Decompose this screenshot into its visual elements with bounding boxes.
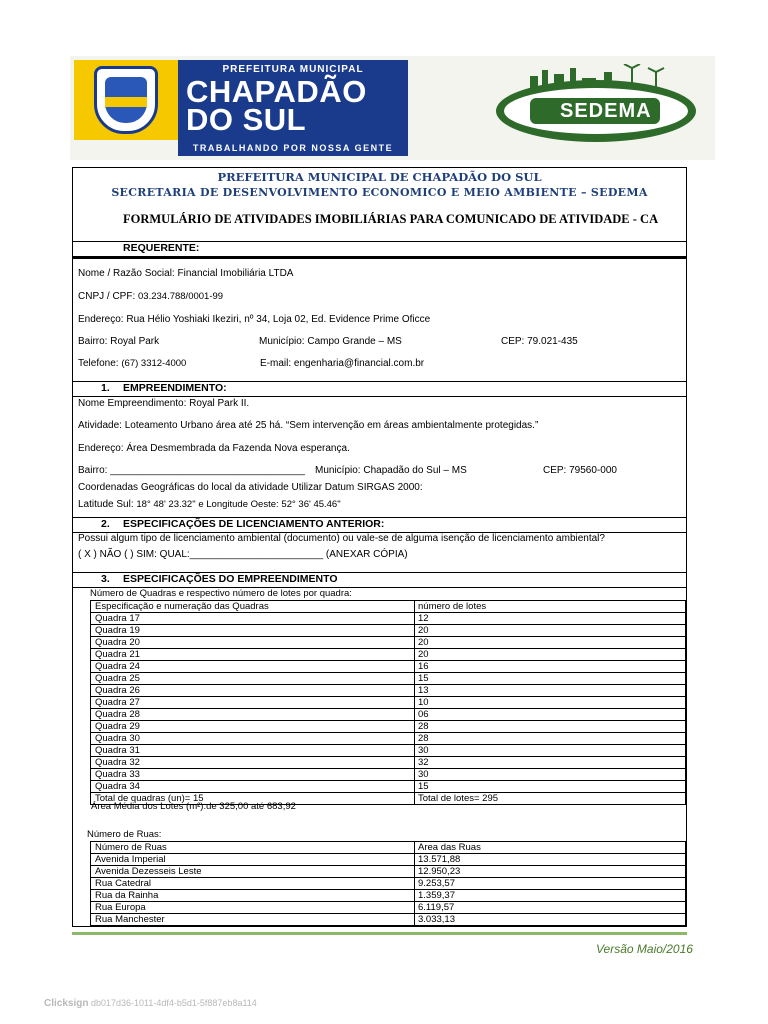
- table-cell: 20: [415, 625, 686, 637]
- section-requerente: [73, 241, 686, 257]
- table-cell: 30: [415, 745, 686, 757]
- area-media-lotes: Área Média dos Lotes (m²):de 325,00 até 683,92: [91, 801, 296, 812]
- table-cell: 12.950,23: [415, 866, 686, 878]
- table-cell: Quadra 26: [91, 685, 415, 697]
- logo-city-line2: DO SUL: [186, 102, 307, 137]
- empreendimento-nome: Nome Empreendimento: Royal Park II.: [78, 398, 250, 409]
- form-title: FORMULÁRIO DE ATIVIDADES IMOBILIÁRIAS PARA COMUNICADO DE ATIVIDADE - CA: [123, 212, 659, 226]
- table-cell: número de lotes: [415, 601, 686, 613]
- cnpj-value: 03.234.788/0001-99: [138, 291, 224, 302]
- table-cell: Quadra 24: [91, 661, 415, 673]
- logo-tagline: TRABALHANDO POR NOSSA GENTE: [178, 140, 408, 156]
- table-cell: 13.571,88: [415, 854, 686, 866]
- empreendimento-endereco: Endereço: Área Desmembrada da Fazenda Nova esperança.: [78, 443, 350, 454]
- requerente-cnpj: CNPJ / CPF: 03.234.788/0001-99: [78, 291, 224, 302]
- requerente-telefone: Telefone: (67) 3312-4000: [78, 358, 187, 369]
- table-row: [91, 613, 686, 625]
- table-row: [91, 890, 686, 902]
- table-cell: 6.119,57: [415, 902, 686, 914]
- table-cell: 28: [415, 733, 686, 745]
- table-cell: Quadra 32: [91, 757, 415, 769]
- table-row: [91, 781, 686, 793]
- table-cell: Quadra 33: [91, 769, 415, 781]
- version-label: Versão Maio/2016: [596, 942, 693, 956]
- table-cell: Rua Catedral: [91, 878, 415, 890]
- table-row: [91, 721, 686, 733]
- table-row: [91, 902, 686, 914]
- clicksign-brand: Clicksign: [44, 998, 89, 1009]
- table-cell: 15: [415, 781, 686, 793]
- table-row: [91, 601, 686, 613]
- ruas-table: [90, 841, 686, 926]
- logo-city-line1: CHAPADÃO: [186, 74, 367, 109]
- requerente-endereco: Endereço: Rua Hélio Yoshiaki Ikeziri, nº 34, Loja 02, Ed. Evidence Prime Oficce: [78, 314, 431, 325]
- table-row: [91, 625, 686, 637]
- table-cell: Area das Ruas: [415, 842, 686, 854]
- table-cell: Quadra 25: [91, 673, 415, 685]
- requerente-cep: CEP: 79.021-435: [501, 336, 578, 347]
- table-cell: Quadra 30: [91, 733, 415, 745]
- section-especificacoes: 3. ESPECIFICAÇÕES DO EMPREENDIMENTO: [73, 572, 686, 588]
- table-row: [91, 649, 686, 661]
- requerente-email: E-mail: engenharia@financial.com.br: [260, 358, 425, 369]
- table-row: [91, 769, 686, 781]
- table-cell: 06: [415, 709, 686, 721]
- table-cell: 20: [415, 649, 686, 661]
- table-cell: 12: [415, 613, 686, 625]
- table-cell: Avenida Dezesseis Leste: [91, 866, 415, 878]
- licenciamento-resposta: ( X ) NÃO ( ) SIM: QUAL:________________________ (ANEXAR CÓPIA): [78, 549, 408, 560]
- empreendimento-bairro: Bairro: ___________________________________: [78, 465, 305, 476]
- table-row: [91, 914, 686, 926]
- empreendimento-coordenadas: Coordenadas Geográficas do local da atividade Utilizar Datum SIRGAS 2000:: [78, 482, 423, 493]
- table-row: [91, 745, 686, 757]
- latitude-value: 18° 48' 23.32": [136, 499, 196, 510]
- city-crest-icon: [94, 66, 158, 134]
- sedema-logo-text: SEDEMA: [560, 100, 652, 122]
- table-row: [91, 842, 686, 854]
- table-cell: Rua da Rainha: [91, 890, 415, 902]
- table-cell: 1.359,37: [415, 890, 686, 902]
- table-cell: Quadra 27: [91, 697, 415, 709]
- clicksign-watermark: [44, 998, 257, 1009]
- table-cell: Quadra 21: [91, 649, 415, 661]
- header-banner: [70, 56, 715, 160]
- table-cell: Avenida Imperial: [91, 854, 415, 866]
- table-cell: 32: [415, 757, 686, 769]
- requerente-bairro: Bairro: Royal Park: [78, 336, 160, 347]
- requerente-municipio: Município: Campo Grande – MS: [259, 336, 402, 347]
- table-row: [91, 866, 686, 878]
- requerente-nome: Nome / Razão Social: Financial Imobiliária LTDA: [78, 268, 294, 279]
- prefeitura-logo: [74, 60, 408, 156]
- logo-yellow-panel: [74, 60, 178, 140]
- table-cell: 3.033,13: [415, 914, 686, 926]
- clicksign-id: db017d36-1011-4df4-b5d1-5f887eb8a114: [90, 998, 257, 1008]
- logo-top-text: PREFEITURA MUNICIPAL: [222, 64, 364, 75]
- table-row: [91, 733, 686, 745]
- quadras-intro: Número de Quadras e respectivo número de lotes por quadra:: [90, 588, 352, 599]
- table-row: [91, 685, 686, 697]
- ruas-intro: Número de Ruas:: [87, 829, 162, 840]
- table-cell: 10: [415, 697, 686, 709]
- sedema-logo: [490, 58, 705, 156]
- table-row: [91, 878, 686, 890]
- form-header-prefeitura: PREFEITURA MUNICIPAL DE CHAPADÃO DO SUL: [217, 170, 542, 184]
- footer-divider: [72, 932, 687, 935]
- table-cell: Rua Europa: [91, 902, 415, 914]
- table-row: [91, 854, 686, 866]
- table-cell: Rua Manchester: [91, 914, 415, 926]
- table-cell: Quadra 31: [91, 745, 415, 757]
- table-cell: Quadra 20: [91, 637, 415, 649]
- table-cell: Número de Ruas: [91, 842, 415, 854]
- table-cell: 15: [415, 673, 686, 685]
- empreendimento-municipio: Município: Chapadão do Sul – MS: [315, 465, 467, 476]
- table-cell: Quadra 17: [91, 613, 415, 625]
- table-cell: Quadra 34: [91, 781, 415, 793]
- table-cell: Especificação e numeração das Quadras: [91, 601, 415, 613]
- licenciamento-pergunta: Possui algum tipo de licenciamento ambiental (documento) ou vale-se de alguma isenção de licenciamento ambiental?: [78, 533, 605, 544]
- table-row: [91, 673, 686, 685]
- table-cell: 16: [415, 661, 686, 673]
- empreendimento-atividade: Atividade: Loteamento Urbano área até 25 há. “Sem intervenção em áreas ambientalmente protegidas.”: [78, 420, 539, 431]
- table-row: [91, 709, 686, 721]
- section-empreendimento: 1. EMPREENDIMENTO:: [73, 381, 686, 397]
- quadras-table: [90, 600, 686, 805]
- table-cell: 28: [415, 721, 686, 733]
- empreendimento-cep: CEP: 79560-000: [543, 465, 617, 476]
- table-row: [91, 661, 686, 673]
- activity-form: [72, 167, 687, 927]
- table-cell: 20: [415, 637, 686, 649]
- table-row: [91, 637, 686, 649]
- longitude-value: 52° 36' 45.46": [281, 499, 341, 510]
- table-cell: Total de lotes= 295: [415, 793, 686, 805]
- section-licenciamento: 2. ESPECIFICAÇÕES DE LICENCIAMENTO ANTERIOR:: [73, 517, 686, 533]
- table-row: [91, 757, 686, 769]
- table-cell: 30: [415, 769, 686, 781]
- table-cell: 9.253,57: [415, 878, 686, 890]
- form-header-secretaria: SECRETARIA DE DESENVOLVIMENTO ECONOMICO E MEIO AMBIENTE – SEDEMA: [111, 186, 648, 199]
- table-cell: Quadra 29: [91, 721, 415, 733]
- table-row: [91, 697, 686, 709]
- empreendimento-latlong: Latitude Sul: 18° 48' 23.32" e Longitude Oeste: 52° 36' 45.46": [78, 499, 341, 510]
- table-cell: Quadra 28: [91, 709, 415, 721]
- table-cell: 13: [415, 685, 686, 697]
- table-cell: Total de quadras (un)= 15: [91, 793, 415, 805]
- table-cell: Quadra 19: [91, 625, 415, 637]
- section-label: REQUERENTE:: [123, 242, 200, 254]
